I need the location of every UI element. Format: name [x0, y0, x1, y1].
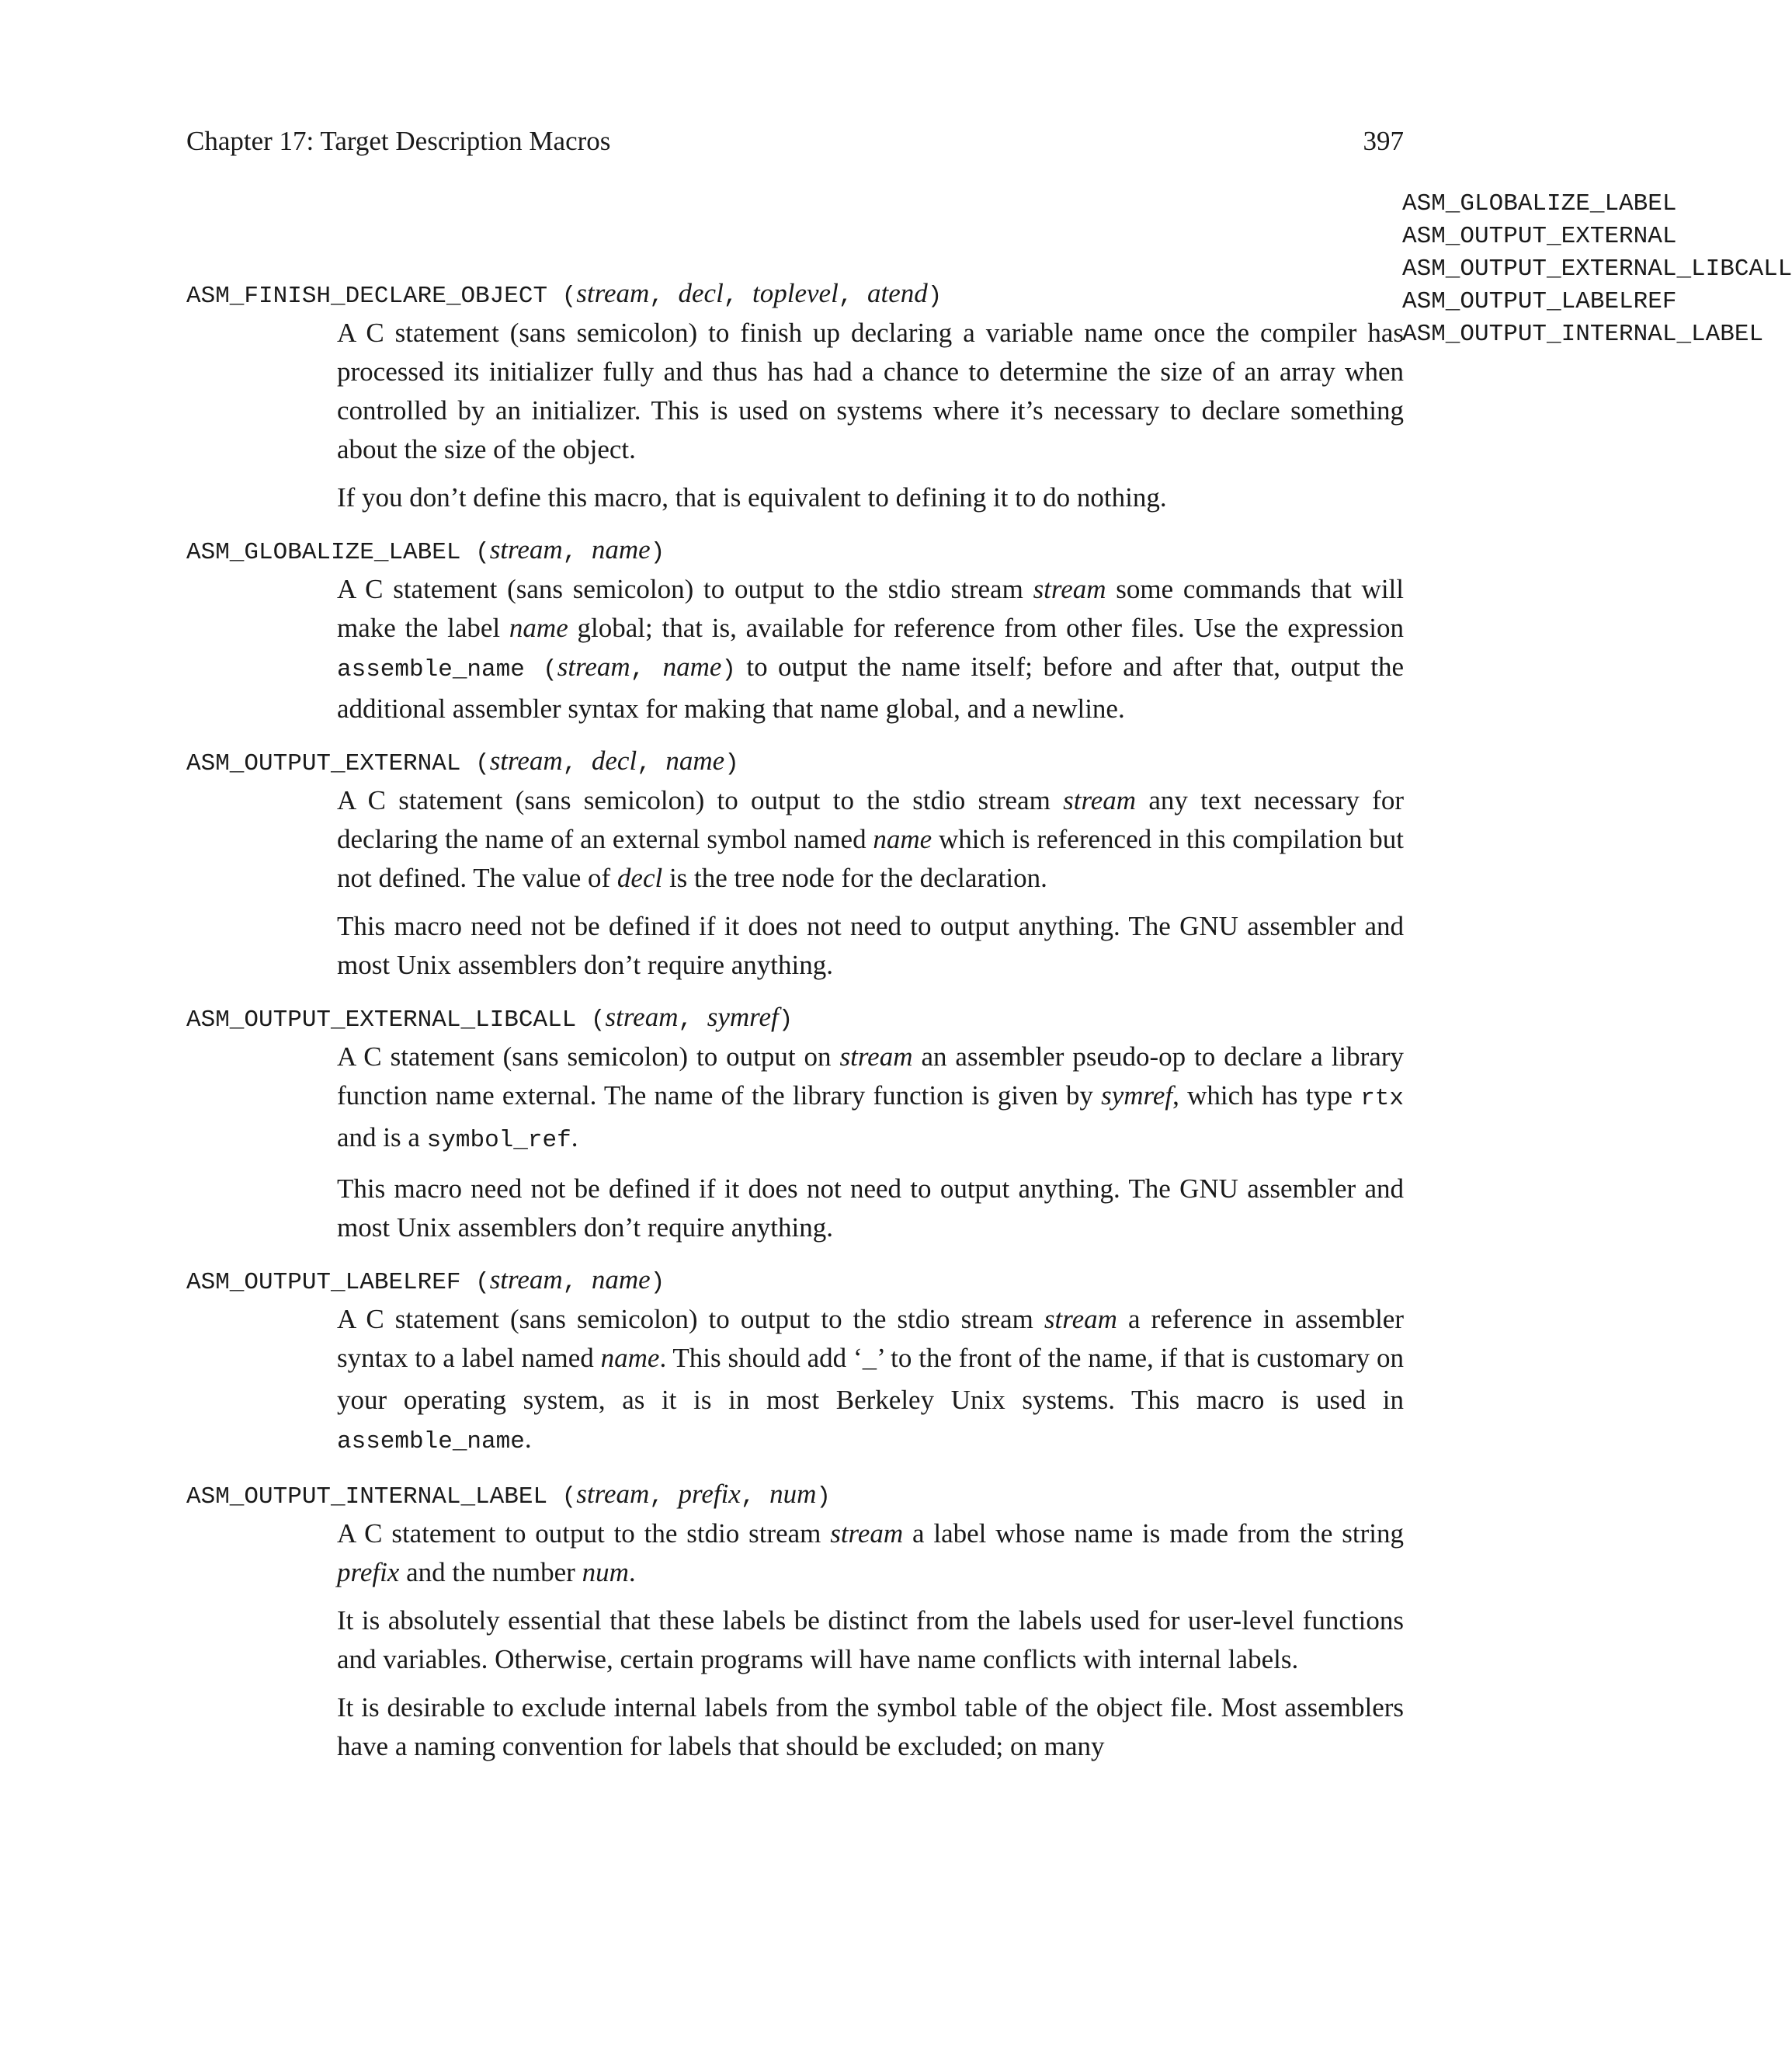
text-run: A C statement (sans semicolon) to output on: [337, 1041, 840, 1072]
macro-signature: ASM_FINISH_DECLARE_OBJECT (stream, decl, toplevel, atend): [186, 278, 943, 310]
text-run: A C statement (sans semicolon) to output to the stdio stream: [337, 574, 1033, 604]
index-entry: ASM_GLOBALIZE_LABEL: [1402, 190, 1677, 217]
text-run: .: [524, 1424, 532, 1454]
code-term: assemble_name: [337, 1428, 525, 1455]
macro-argument: stream: [489, 534, 563, 565]
macro-name: ASM_OUTPUT_EXTERNAL: [186, 750, 461, 777]
macro-description: [337, 570, 1404, 728]
macro-argument: stream: [605, 1002, 679, 1032]
macro-signature: ASM_OUTPUT_LABELREF (stream, name): [186, 1264, 665, 1296]
code-term: _: [862, 1347, 877, 1375]
text-run: This macro need not be defined if it does not need to output anything. The GNU assembler and most Unix assemblers don’t require anything.: [337, 1173, 1404, 1243]
macro-signature: ASM_OUTPUT_EXTERNAL (stream, decl, name): [186, 746, 739, 777]
macro-name: ASM_GLOBALIZE_LABEL: [186, 539, 461, 566]
code-term: rtx: [1360, 1085, 1404, 1112]
index-entry: ASM_OUTPUT_EXTERNAL_LIBCALL: [1402, 256, 1792, 283]
text-run: A C statement (sans semicolon) to output to the stdio stream: [337, 1304, 1044, 1334]
italic-term: name: [873, 824, 932, 854]
text-run: .: [571, 1122, 578, 1152]
macro-argument: stream: [576, 278, 650, 308]
text-run: A C statement (sans semicolon) to output to the stdio stream: [337, 785, 1064, 815]
macro-entry: [186, 1260, 1404, 1462]
index-entry: ASM_OUTPUT_EXTERNAL: [1402, 223, 1677, 250]
macro-signature: ASM_GLOBALIZE_LABEL (stream, name): [186, 534, 665, 566]
macro-argument: stream: [489, 746, 563, 776]
code-term: symbol_ref: [426, 1127, 571, 1154]
description-paragraph: [337, 1170, 1404, 1247]
italic-term: stream: [830, 1518, 904, 1549]
description-paragraph: [337, 907, 1404, 985]
macro-description: [337, 1038, 1404, 1247]
text-run: . This should add ‘: [659, 1343, 863, 1373]
text-run: and is a: [337, 1122, 427, 1152]
text-run: , which has type: [1172, 1080, 1361, 1111]
description-paragraph: [337, 781, 1404, 898]
text-run: ’ to the front of the name, if that is customary on your operating system, as it is in most Berkeley Unix systems. This macro is used in: [337, 1343, 1404, 1415]
italic-term: symref: [1101, 1080, 1173, 1111]
text-run: It is desirable to exclude internal labels from the symbol table of the object file. Most assemblers have a naming convention for labels that should be excluded; on many: [337, 1692, 1404, 1761]
macro-argument: stream: [576, 1479, 650, 1509]
description-paragraph: [337, 1514, 1404, 1592]
italic-term: decl: [616, 863, 663, 893]
macro-argument: decl: [591, 746, 637, 776]
page-title: Chapter 17: Target Description Macros: [186, 126, 611, 156]
italic-term: stream: [557, 652, 630, 682]
description-paragraph: [337, 1601, 1404, 1679]
macro-signature: ASM_OUTPUT_INTERNAL_LABEL (stream, prefix, num): [186, 1479, 831, 1510]
index-entry: ASM_OUTPUT_INTERNAL_LABEL: [1402, 321, 1764, 348]
text-run: a reference in assembler syntax to a label named: [337, 1304, 1404, 1373]
macro-argument: name: [591, 534, 651, 565]
page-content: [186, 273, 1404, 1778]
italic-term: prefix: [337, 1557, 400, 1587]
text-run: which is referenced in this compilation but not defined. The value of: [337, 824, 1404, 893]
macro-name: ASM_FINISH_DECLARE_OBJECT: [186, 283, 548, 310]
macro-signature: ASM_OUTPUT_EXTERNAL_LIBCALL (stream, symref): [186, 1002, 794, 1034]
macro-name: ASM_OUTPUT_INTERNAL_LABEL: [186, 1483, 548, 1510]
macro-entry: [186, 530, 1404, 728]
macro-description: [337, 1514, 1404, 1766]
description-paragraph: [337, 1038, 1404, 1160]
italic-term: stream: [1063, 785, 1137, 815]
macro-entry: [186, 1474, 1404, 1766]
text-run: global; that is, available for reference from other files. Use the expression: [568, 613, 1404, 643]
italic-term: name: [600, 1343, 660, 1373]
text-run: is the tree node for the declaration.: [662, 863, 1047, 893]
text-run: This macro need not be defined if it does not need to output anything. The GNU assembler and most Unix assemblers don’t require anything.: [337, 911, 1404, 980]
italic-term: name: [509, 613, 568, 643]
macro-entry: [186, 741, 1404, 985]
text-run: to output the name itself; before and after that, output the additional assembler syntax for making that name global, and a newline.: [337, 652, 1404, 724]
text-run: and the number: [399, 1557, 582, 1587]
italic-term: num: [582, 1557, 629, 1587]
description-paragraph: [337, 570, 1404, 728]
description-paragraph: [337, 1688, 1404, 1766]
macro-argument: prefix: [678, 1479, 741, 1509]
macro-argument: atend: [867, 278, 928, 308]
macro-name: ASM_OUTPUT_EXTERNAL_LIBCALL: [186, 1006, 577, 1034]
macro-argument: toplevel: [752, 278, 839, 308]
macro-argument: name: [665, 746, 725, 776]
italic-term: stream: [839, 1041, 913, 1072]
margin-index: [1402, 188, 1792, 351]
macro-description: [337, 1300, 1404, 1462]
macro-description: [337, 781, 1404, 985]
macro-argument: name: [591, 1264, 651, 1295]
macro-argument: decl: [678, 278, 724, 308]
macro-name: ASM_OUTPUT_LABELREF: [186, 1269, 461, 1296]
text-run: a label whose name is made from the string: [903, 1518, 1404, 1549]
description-paragraph: [337, 478, 1404, 517]
description-paragraph: [337, 314, 1404, 469]
italic-term: stream: [1044, 1304, 1117, 1334]
code-term: assemble_name (: [337, 656, 557, 683]
macro-description: [337, 314, 1404, 517]
text-run: A C statement (sans semicolon) to finish up declaring a variable name once the compiler has processed its initializer fully and thus has had a chance to determine the size of an array when controlled by an initializer. This is used on systems where it’s necessary to declare something about the size of the object.: [337, 318, 1404, 464]
italic-term: name: [662, 652, 722, 682]
index-entry: ASM_OUTPUT_LABELREF: [1402, 288, 1677, 315]
macro-argument: symref: [707, 1002, 779, 1032]
macro-argument: stream: [489, 1264, 563, 1295]
text-run: an assembler pseudo-op to declare a library function name external. The name of the library function is given by: [337, 1041, 1404, 1111]
text-run: any text necessary for declaring the name of an external symbol named: [337, 785, 1404, 854]
text-run: It is absolutely essential that these labels be distinct from the labels used for user-level functions and variables. Otherwise, certain programs will have name conflicts with internal labels.: [337, 1605, 1404, 1674]
text-run: some commands that will make the label: [337, 574, 1405, 643]
italic-term: stream: [1033, 574, 1106, 604]
macro-entry: [186, 273, 1404, 517]
description-paragraph: [337, 1300, 1404, 1462]
text-run: If you don’t define this macro, that is equivalent to defining it to do nothing.: [337, 482, 1167, 513]
code-term: ): [721, 656, 736, 683]
macro-entry: [186, 997, 1404, 1247]
text-run: .: [628, 1557, 636, 1587]
text-run: A C statement to output to the stdio stream: [337, 1518, 831, 1549]
macro-argument: num: [769, 1479, 817, 1509]
code-term: ,: [630, 656, 663, 683]
page-number: 397: [1363, 126, 1404, 156]
